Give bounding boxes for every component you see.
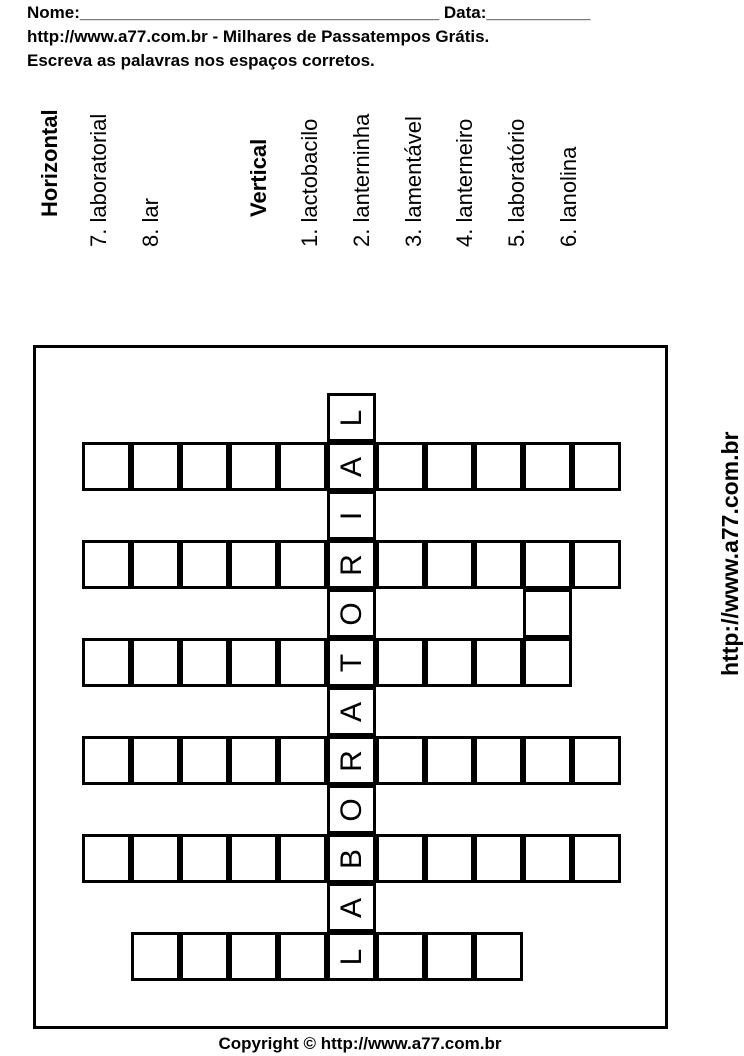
solution-letter: B bbox=[334, 848, 368, 869]
vertical-clue-3: 3. lamentável bbox=[401, 116, 426, 247]
answer-cell[interactable] bbox=[229, 834, 278, 883]
answer-cell[interactable] bbox=[278, 736, 327, 785]
solution-cell[interactable] bbox=[327, 393, 376, 442]
answer-cell[interactable] bbox=[180, 834, 229, 883]
answer-cell[interactable] bbox=[425, 540, 474, 589]
answer-cell[interactable] bbox=[523, 540, 572, 589]
vertical-heading: Vertical bbox=[246, 138, 271, 217]
answer-cell[interactable] bbox=[278, 932, 327, 981]
solution-cell[interactable] bbox=[327, 883, 376, 932]
answer-cell[interactable] bbox=[229, 638, 278, 687]
solution-cell[interactable] bbox=[327, 736, 376, 785]
solution-letter: L bbox=[334, 409, 368, 426]
solution-letter: O bbox=[334, 797, 368, 822]
answer-cell[interactable] bbox=[278, 834, 327, 883]
answer-cell[interactable] bbox=[376, 736, 425, 785]
horizontal-heading: Horizontal bbox=[37, 109, 62, 217]
answer-cell[interactable] bbox=[523, 442, 572, 491]
answer-cell[interactable] bbox=[278, 638, 327, 687]
answer-cell[interactable] bbox=[82, 834, 131, 883]
answer-cell[interactable] bbox=[229, 932, 278, 981]
solution-cell[interactable] bbox=[327, 932, 376, 981]
answer-cell[interactable] bbox=[376, 442, 425, 491]
answer-cell[interactable] bbox=[523, 589, 572, 638]
answer-cell[interactable] bbox=[180, 932, 229, 981]
answer-cell[interactable] bbox=[229, 442, 278, 491]
horizontal-clue-7: 7. laboratorial bbox=[86, 113, 111, 247]
answer-cell[interactable] bbox=[523, 638, 572, 687]
solution-cell[interactable] bbox=[327, 834, 376, 883]
answer-cell[interactable] bbox=[131, 540, 180, 589]
solution-cell[interactable] bbox=[327, 638, 376, 687]
answer-cell[interactable] bbox=[425, 638, 474, 687]
solution-cell[interactable] bbox=[327, 540, 376, 589]
answer-cell[interactable] bbox=[474, 540, 523, 589]
answer-cell[interactable] bbox=[474, 834, 523, 883]
site-tagline: http://www.a77.com.br - Milhares de Passatempos Grátis. bbox=[27, 27, 490, 46]
name-date-line: Nome:______________________________________ Data:___________ bbox=[27, 3, 591, 22]
answer-cell[interactable] bbox=[278, 442, 327, 491]
answer-cell[interactable] bbox=[131, 442, 180, 491]
vertical-clue-6: 6. lanolina bbox=[556, 146, 581, 247]
copyright-footer: Copyright © http://www.a77.com.br bbox=[218, 1034, 502, 1053]
vertical-clue-4: 4. lanterneiro bbox=[452, 118, 477, 247]
answer-cell[interactable] bbox=[229, 736, 278, 785]
answer-cell[interactable] bbox=[523, 834, 572, 883]
answer-cell[interactable] bbox=[82, 736, 131, 785]
solution-cell[interactable] bbox=[327, 687, 376, 736]
answer-cell[interactable] bbox=[82, 638, 131, 687]
answer-cell[interactable] bbox=[180, 638, 229, 687]
answer-cell[interactable] bbox=[523, 736, 572, 785]
solution-cell[interactable] bbox=[327, 589, 376, 638]
answer-cell[interactable] bbox=[131, 736, 180, 785]
vertical-clue-1: 1. lactobacilo bbox=[297, 118, 322, 247]
answer-cell[interactable] bbox=[82, 442, 131, 491]
solution-letter: O bbox=[334, 601, 368, 626]
answer-cell[interactable] bbox=[180, 736, 229, 785]
solution-letter: I bbox=[334, 511, 368, 520]
answer-cell[interactable] bbox=[180, 442, 229, 491]
vertical-clue-5: 5. laboratório bbox=[504, 118, 529, 247]
answer-cell[interactable] bbox=[425, 442, 474, 491]
answer-cell[interactable] bbox=[572, 540, 621, 589]
answer-cell[interactable] bbox=[474, 442, 523, 491]
solution-letter: A bbox=[334, 456, 368, 477]
answer-cell[interactable] bbox=[474, 932, 523, 981]
answer-cell[interactable] bbox=[376, 638, 425, 687]
vertical-clue-2: 2. lanterninha bbox=[349, 113, 374, 247]
answer-cell[interactable] bbox=[474, 638, 523, 687]
answer-cell[interactable] bbox=[376, 932, 425, 981]
answer-cell[interactable] bbox=[425, 736, 474, 785]
answer-cell[interactable] bbox=[278, 540, 327, 589]
solution-letter: A bbox=[334, 701, 368, 722]
answer-cell[interactable] bbox=[82, 540, 131, 589]
solution-cell[interactable] bbox=[327, 785, 376, 834]
answer-cell[interactable] bbox=[425, 932, 474, 981]
answer-cell[interactable] bbox=[131, 932, 180, 981]
answer-cell[interactable] bbox=[131, 834, 180, 883]
solution-letter: A bbox=[334, 897, 368, 918]
solution-letter: T bbox=[334, 653, 368, 672]
answer-cell[interactable] bbox=[229, 540, 278, 589]
solution-cell[interactable] bbox=[327, 491, 376, 540]
answer-cell[interactable] bbox=[425, 834, 474, 883]
answer-cell[interactable] bbox=[180, 540, 229, 589]
side-url: http://www.a77.com.br bbox=[717, 431, 743, 676]
answer-cell[interactable] bbox=[131, 638, 180, 687]
answer-cell[interactable] bbox=[376, 834, 425, 883]
answer-cell[interactable] bbox=[474, 736, 523, 785]
answer-cell[interactable] bbox=[572, 834, 621, 883]
answer-cell[interactable] bbox=[376, 540, 425, 589]
answer-cell[interactable] bbox=[572, 442, 621, 491]
answer-cell[interactable] bbox=[572, 736, 621, 785]
solution-letter: R bbox=[334, 553, 368, 576]
instructions: Escreva as palavras nos espaços corretos. bbox=[27, 51, 375, 70]
solution-letter: R bbox=[334, 749, 368, 772]
horizontal-clue-8: 8. lar bbox=[138, 198, 163, 247]
solution-cell[interactable] bbox=[327, 442, 376, 491]
solution-letter: L bbox=[334, 948, 368, 965]
